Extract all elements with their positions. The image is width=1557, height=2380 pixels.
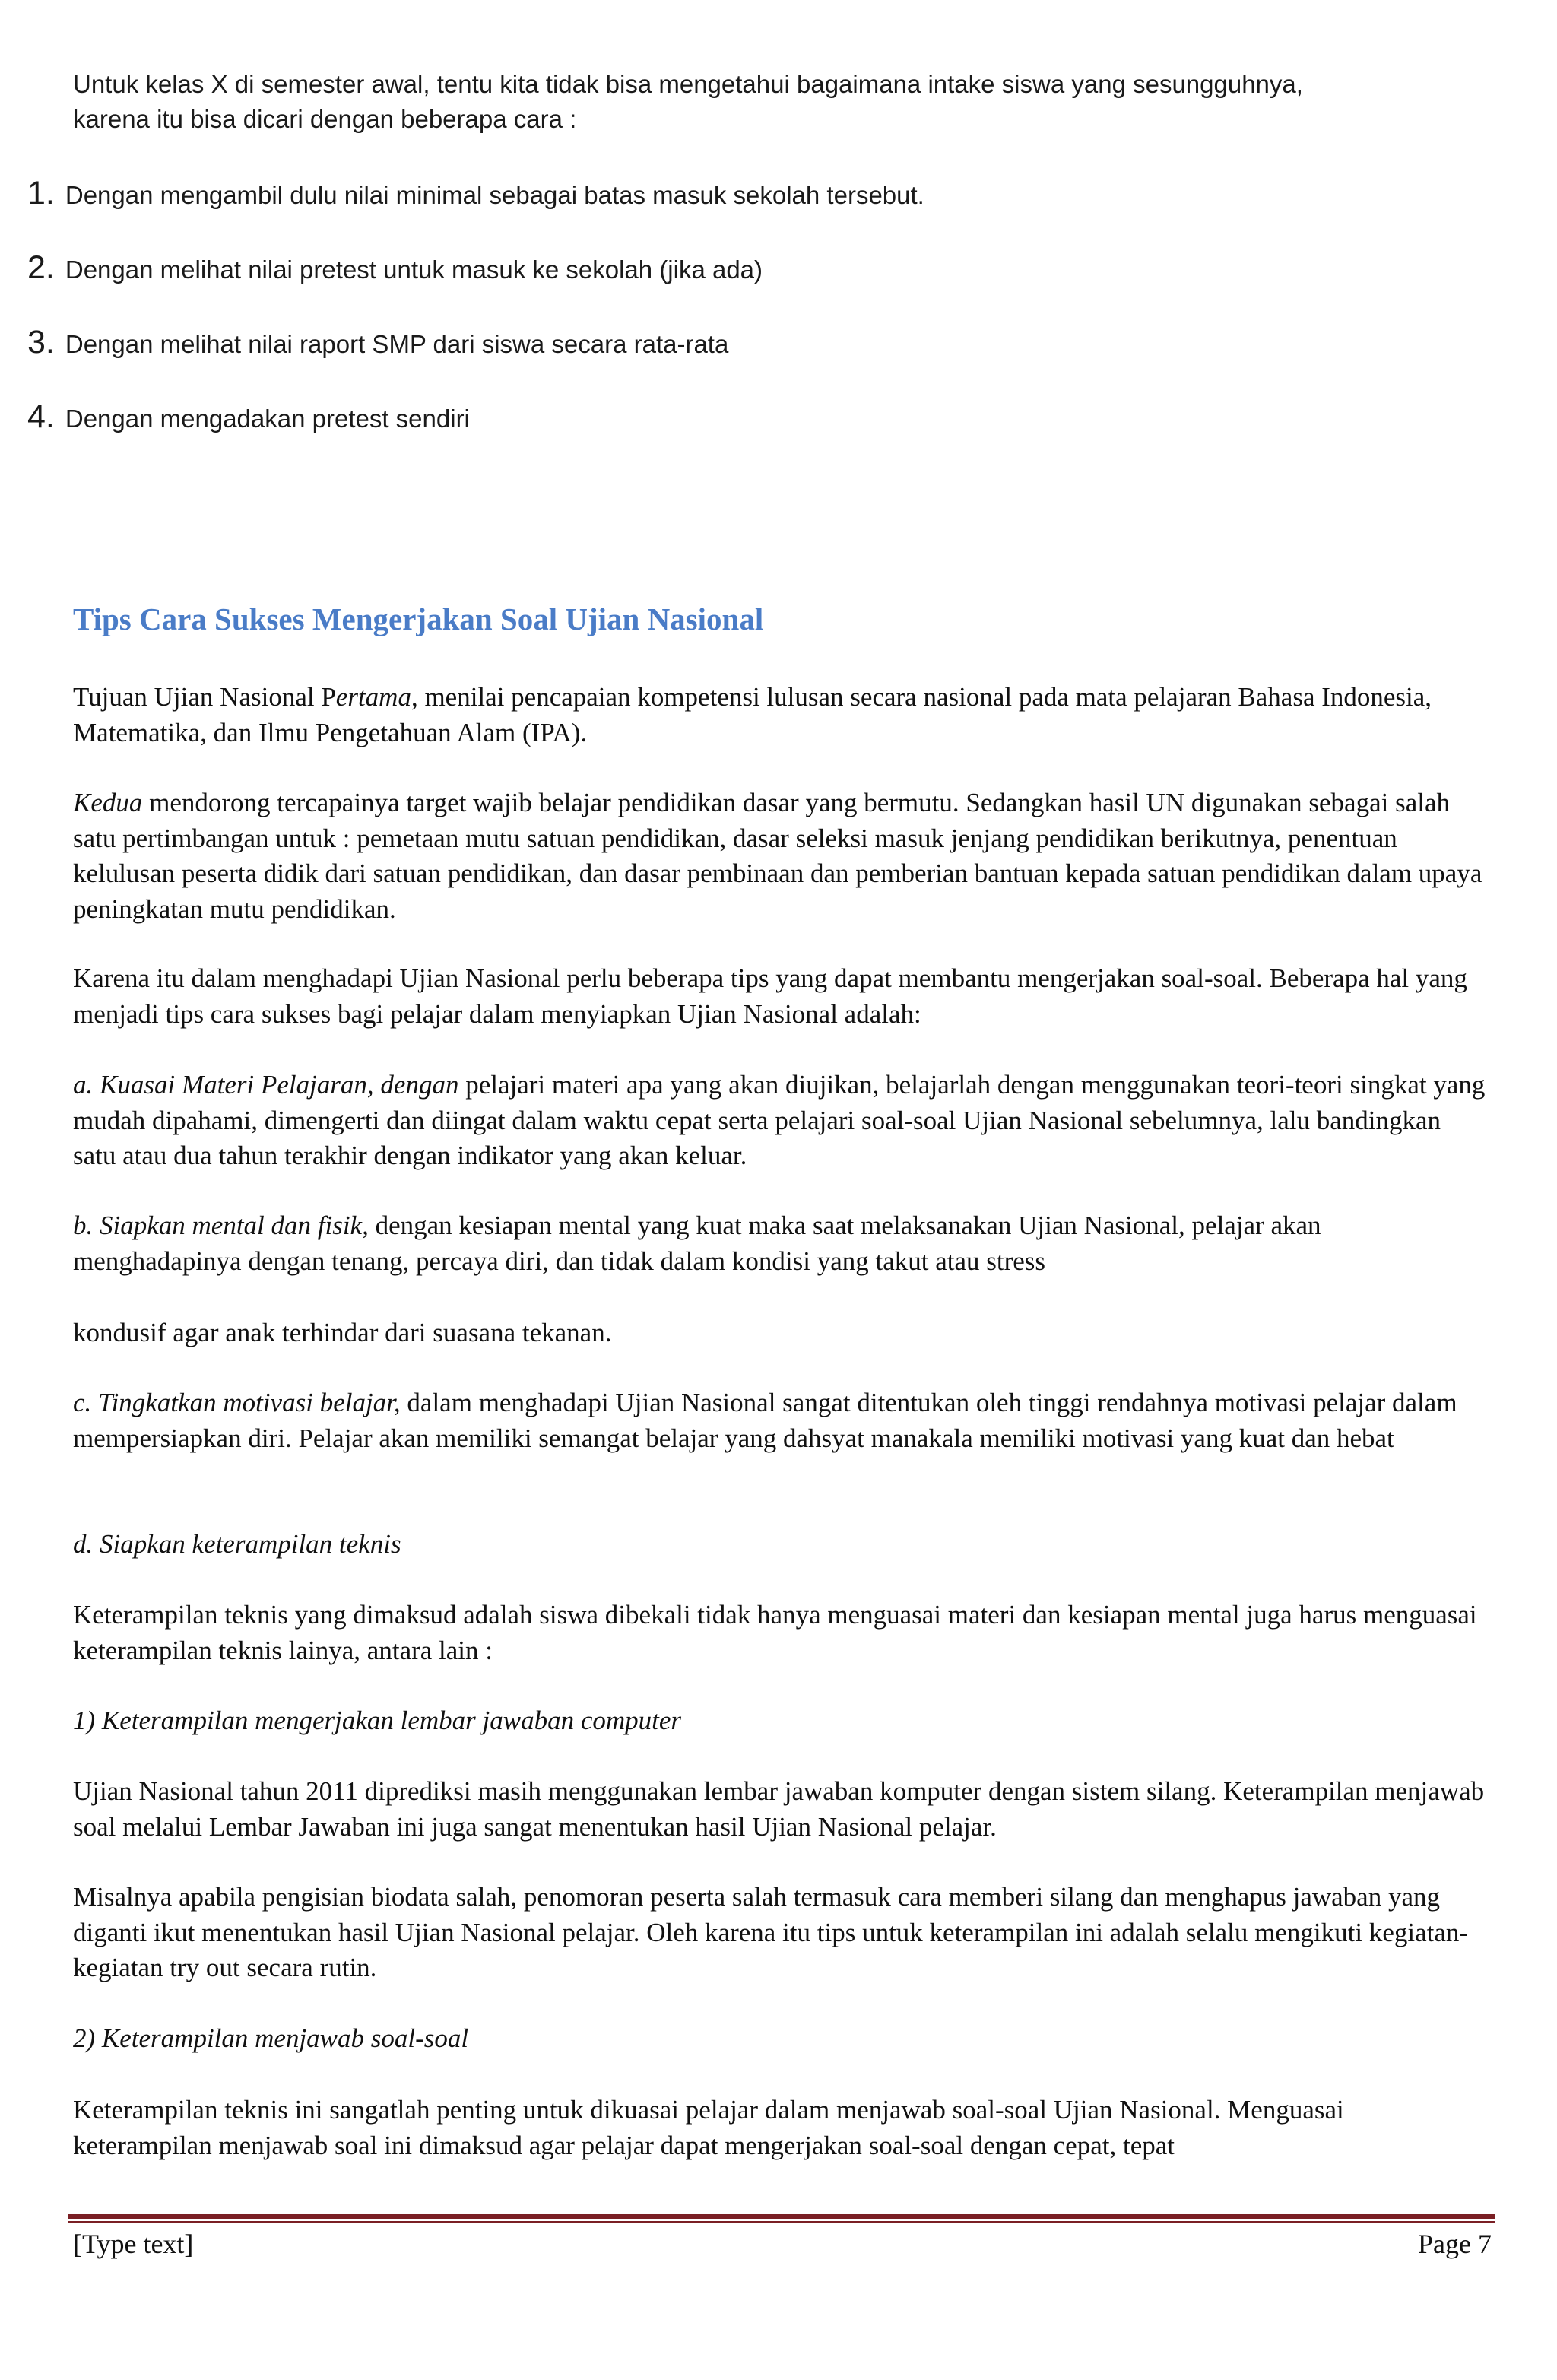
subheading-menjawab-soal: 2) Keterampilan menjawab soal-soal [73, 2023, 469, 2053]
paragraph-text: dengan kesiapan mental yang kuat maka saat melaksanakan Ujian Nasional, pelajar akan menghadapinya dengan tenang, percaya diri, dan tidak dalam kondisi yang takut atau stress [73, 1211, 1321, 1276]
list-item [27, 398, 1472, 436]
paragraph-italic: Kedua [73, 788, 143, 817]
paragraph-italic: b. Siapkan mental dan fisik, [73, 1211, 369, 1240]
list-number: 4. [27, 398, 55, 435]
list-text: Dengan melihat nilai raport SMP dari siswa secara rata-rata [65, 330, 729, 358]
footer-divider [68, 2214, 1495, 2219]
paragraph-keterampilan-teknis: Keterampilan teknis yang dimaksud adalah siswa dibekali tidak hanya menguasai materi dan kesiapan mental juga harus menguasai keterampilan teknis lainya, antara lain : [73, 1600, 1477, 1665]
paragraph-text: Tujuan Ujian Nasional P [73, 682, 336, 712]
paragraph-tips-intro: Karena itu dalam menghadapi Ujian Nasional perlu beberapa tips yang dapat membantu mengerjakan soal-soal. Beberapa hal yang menjadi tips cara sukses bagi pelajar dalam menyiapkan Ujian Nasional adalah: [73, 963, 1467, 1029]
footer-left-text: [Type text] [73, 2229, 194, 2259]
subheading-lembar-jawaban: 1) Keterampilan mengerjakan lembar jawaban computer [73, 1706, 682, 1735]
list-number: 2. [27, 249, 55, 286]
paragraph-point-b [73, 1208, 1487, 1279]
paragraph-point-d: d. Siapkan keterampilan teknis [73, 1529, 401, 1559]
paragraph-text: pelajari materi apa yang akan diujikan, belajarlah dengan menggunakan teori-teori singkat yang mudah dipahami, dimengerti dan diingat dalam waktu cepat serta pelajari soal-soal Ujian Nasional sebelumnya, lalu bandingkan satu atau dua tahun terakhir dengan indikator yang akan keluar. [73, 1070, 1486, 1170]
paragraph-point-c [73, 1385, 1487, 1456]
intro-line-1: Untuk kelas X di semester awal, tentu kita tidak bisa mengetahui bagaimana intake siswa yang sesungguhnya, [73, 70, 1303, 98]
list-item [27, 249, 1472, 287]
list-text: Dengan mengambil dulu nilai minimal sebagai batas masuk sekolah tersebut. [65, 181, 924, 209]
paragraph-lembar-jawaban: Ujian Nasional tahun 2011 diprediksi masih menggunakan lembar jawaban komputer dengan sistem silang. Keterampilan menjawab soal melalui Lembar Jawaban ini juga sangat menentukan hasil Ujian Nasional pelajar. [73, 1776, 1485, 1842]
list-text: Dengan mengadakan pretest sendiri [65, 405, 470, 433]
page-number: Page 7 [1418, 2229, 1492, 2259]
paragraph-italic: ertama [335, 682, 411, 712]
intro-paragraph [73, 67, 1487, 137]
paragraph-menjawab-soal: Keterampilan teknis ini sangatlah penting untuk dikuasai pelajar dalam menjawab soal-soal Ujian Nasional. Menguasai keterampilan menjawab soal ini dimaksud agar pelajar dapat mengerjakan soal-soal dengan cepat, tepat [73, 2095, 1344, 2160]
intro-line-2: karena itu bisa dicari dengan beberapa cara : [73, 105, 577, 133]
list-number: 1. [27, 175, 55, 211]
paragraph-point-b-continued: kondusif agar anak terhindar dari suasana tekanan. [73, 1318, 612, 1347]
paragraph-misalnya: Misalnya apabila pengisian biodata salah, penomoran peserta salah termasuk cara memberi silang dan menghapus jawaban yang diganti ikut menentukan hasil Ujian Nasional pelajar. Oleh karena itu tips untuk keterampilan ini adalah selalu mengikuti kegiatan-kegiatan try out secara rutin. [73, 1882, 1469, 1982]
paragraph-tujuan [73, 680, 1487, 750]
list-number: 3. [27, 324, 55, 360]
footer-divider-thin [68, 2221, 1495, 2223]
paragraph-text: , menilai pencapaian kompetensi lulusan secara nasional pada mata pelajaran Bahasa Indonesia, Matematika, dan Ilmu Pengetahuan Alam (IPA). [73, 682, 1432, 747]
list-text: Dengan melihat nilai pretest untuk masuk ke sekolah (jika ada) [65, 255, 763, 284]
list-item [27, 324, 1472, 361]
list-item [27, 175, 1472, 212]
paragraph-point-a [73, 1068, 1487, 1174]
paragraph-kedua [73, 785, 1487, 927]
paragraph-italic: c. Tingkatkan motivasi belajar, [73, 1388, 401, 1417]
paragraph-italic: a. Kuasai Materi Pelajaran, dengan [73, 1070, 459, 1100]
section-heading: Tips Cara Sukses Mengerjakan Soal Ujian Nasional [73, 601, 764, 636]
paragraph-text: mendorong tercapainya target wajib belajar pendidikan dasar yang bermutu. Sedangkan hasil UN digunakan sebagai salah satu pertimbangan untuk : pemetaan mutu satuan pendidikan, dasar seleksi masuk jenjang pendidikan berikutnya, penentuan kelulusan peserta didik dari satuan pendidikan, dan dasar pembinaan dan pemberian bantuan kepada satuan pendidikan dalam upaya peningkatan mutu pendidikan. [73, 788, 1482, 924]
paragraph-text: dalam menghadapi Ujian Nasional sangat ditentukan oleh tinggi rendahnya motivasi pelajar dalam mempersiapkan diri. Pelajar akan memiliki semangat belajar yang dahsyat manakala memiliki motivasi yang kuat dan hebat [73, 1388, 1457, 1453]
